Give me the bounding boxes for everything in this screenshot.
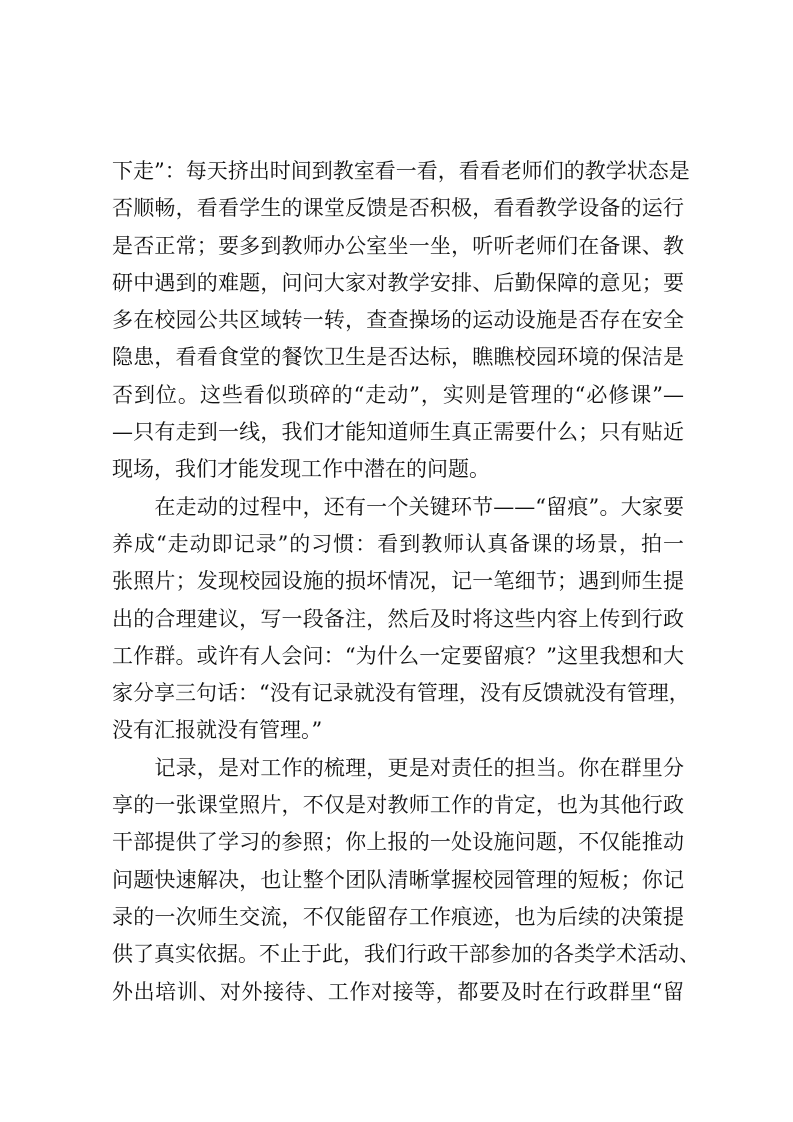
text-line: 养成“走动即记录”的习惯：看到教师认真备课的场景，拍一 <box>112 531 684 556</box>
text-line: 工作群。或许有人会问：“为什么一定要留痕？”这里我想和大 <box>112 643 684 668</box>
text-line: 家分享三句话：“没有记录就没有管理，没有反馈就没有管理， <box>112 681 690 706</box>
text-line: 隐患，看看食堂的餐饮卫生是否达标，瞧瞧校园环境的保洁是 <box>112 345 684 370</box>
text-line: 现场，我们才能发现工作中潜在的问题。 <box>112 457 490 482</box>
text-line: 出的合理建议，写一段备注，然后及时将这些内容上传到行政 <box>112 606 684 631</box>
text-line: 否到位。这些看似琐碎的“走动”，实则是管理的“必修课”— <box>112 382 684 407</box>
text-line: 没有汇报就没有管理。” <box>112 718 323 743</box>
text-line: 问题快速解决，也让整个团队清晰掌握校园管理的短板；你记 <box>112 867 684 892</box>
text-line: 记录，是对工作的梳理，更是对责任的担当。你在群里分 <box>112 755 684 780</box>
text-line: 干部提供了学习的参照；你上报的一处设施问题，不仅能推动 <box>112 830 684 855</box>
text-line: 享的一张课堂照片，不仅是对教师工作的肯定，也为其他行政 <box>112 793 684 818</box>
text-line: —只有走到一线，我们才能知道师生真正需要什么；只有贴近 <box>112 420 684 445</box>
text-line: 录的一次师生交流，不仅能留存工作痕迹，也为后续的决策提 <box>112 904 684 929</box>
text-line: 外出培训、对外接待、工作对接等，都要及时在行政群里“留 <box>112 979 684 1004</box>
text-line: 研中遇到的难题，问问大家对教学安排、后勤保障的意见；要 <box>112 270 684 295</box>
text-line: 供了真实依据。不止于此，我们行政干部参加的各类学术活动、 <box>112 942 700 967</box>
text-line: 张照片；发现校园设施的损坏情况，记一笔细节；遇到师生提 <box>112 569 684 594</box>
text-line: 下走”：每天挤出时间到教室看一看，看看老师们的教学状态是 <box>112 159 690 183</box>
text-line: 多在校园公共区域转一转，查查操场的运动设施是否存在安全 <box>112 308 684 333</box>
text-line: 是否正常；要多到教师办公室坐一坐，听听老师们在备课、教 <box>112 233 684 258</box>
text-line: 否顺畅，看看学生的课堂反馈是否积极，看看教学设备的运行 <box>112 196 684 221</box>
text-line: 在走动的过程中，还有一个关键环节——“留痕”。大家要 <box>112 494 684 519</box>
document-body <box>112 153 700 1011</box>
